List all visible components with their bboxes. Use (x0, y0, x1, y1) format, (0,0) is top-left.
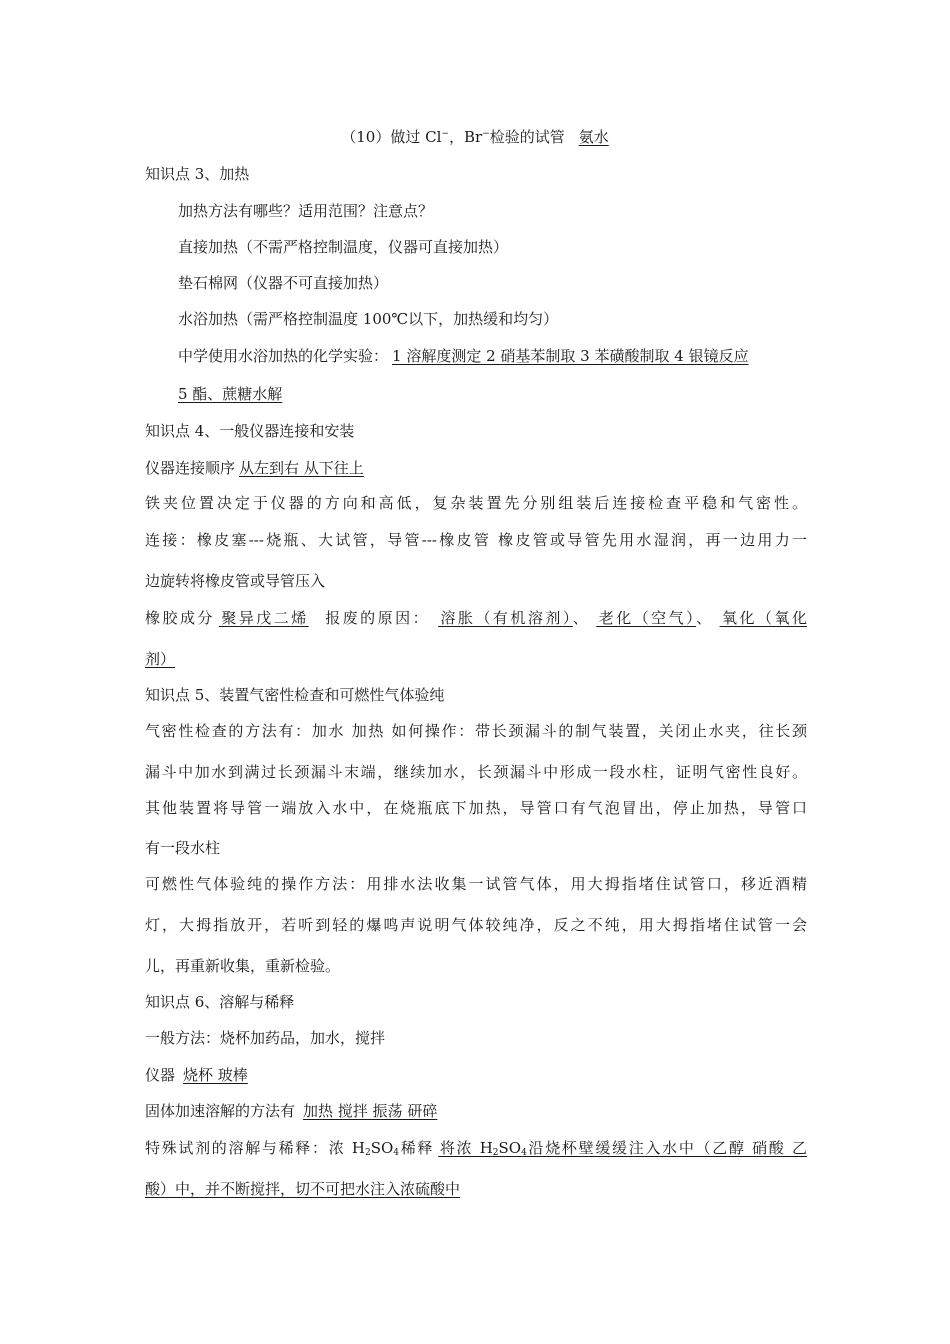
kp5-purity-line-2: 灯，大拇指放开，若听到轻的爆鸣声说明气体较纯净，反之不纯，用大拇指堵住试管一会 (145, 916, 807, 934)
answer-blank: 剂） (145, 650, 176, 668)
kp6-special-line: 特殊试剂的溶解与稀释：浓 $H_2SO_4$稀释 将浓 $H_2SO_4$沿烧杯壁缓缓注入水中（乙醇 硝酸 乙 (145, 1139, 807, 1158)
kp5-airtight-line-4: 有一段水柱 (145, 839, 221, 857)
answer-blank: 老化（空气） (596, 609, 697, 627)
kp6-heading: 知识点 6、溶解与稀释 (145, 993, 295, 1011)
kp5-purity-line-3: 儿，再重新收集，重新检验。 (145, 957, 341, 975)
answer-blank: 5 酯、蔗糖水解 (178, 385, 283, 403)
kp4-connect-line-2: 边旋转将橡皮管或导管压入 (145, 572, 326, 590)
kp5-airtight-line-2: 漏斗中加水到满过长颈漏斗末端，继续加水，长颈漏斗中形成一段水柱，证明气密性良好。 (145, 763, 807, 781)
kp5-airtight-line-3: 其他装置将导管一端放入水中，在烧瓶底下加热，导管口有气泡冒出，停止加热，导管口 (145, 799, 807, 817)
kp3-heading: 知识点 3、加热 (145, 165, 250, 183)
answer-blank: 溶胀（有机溶剂） (438, 609, 573, 627)
kp5-airtight-line-1: 气密性检查的方法有：加水 加热 如何操作：带长颈漏斗的制气装置，关闭止水夹，往长颈 (145, 722, 807, 740)
kp3-experiments-line-2 (178, 383, 296, 405)
line-10-test-tube: （10）做过 Cl−，Br−检验的试管 氨水 (341, 128, 609, 146)
kp6-instrument-line: 仪器 烧杯 玻棒 (145, 1064, 344, 1086)
kp3-experiments-line: 中学使用水浴加热的化学实验： 1 溶解度测定 2 硝基苯制取 3 苯磺酸制取 4 银镜反应 (178, 347, 749, 365)
answer-blank: 酸）中，并不断搅拌，切不可把水注入浓硫酸中 (145, 1180, 461, 1198)
kp4-heading: 知识点 4、一般仪器连接和安装 (145, 422, 355, 440)
kp6-special-line-2 (145, 1178, 620, 1200)
kp4-rubber-line-2 (145, 648, 175, 670)
answer-blank: 聚异戊二烯 (218, 609, 309, 627)
answer-blank: 1 溶解度测定 2 硝基苯制取 3 苯磺酸制取 4 银镜反应 (392, 347, 749, 365)
kp4-connect-line-1: 连接：橡皮塞---烧瓶、大试管，导管---橡皮管 橡皮管或导管先用水湿润，再一边用力一 (145, 531, 807, 549)
kp4-iron-clamp: 铁夹位置决定于仪器的方向和高低，复杂装置先分别组装后连接检查平稳和气密性。 (145, 494, 807, 512)
kp5-heading: 知识点 5、装置气密性检查和可燃性气体验纯 (145, 686, 445, 704)
kp3-direct-heating: 直接加热（不需严格控制温度，仪器可直接加热） (178, 238, 509, 256)
answer-blank: 将浓 $H_2SO_4$沿烧杯壁缓缓注入水中（乙醇 硝酸 乙 (438, 1139, 807, 1158)
kp5-purity-line-1: 可燃性气体验纯的操作方法：用排水法收集一试管气体，用大拇指堵住试管口，移近酒精 (145, 875, 807, 893)
answer-blank: 烧杯 玻棒 (183, 1066, 248, 1084)
answer-blank: 氨水 (578, 128, 609, 146)
kp3-question: 加热方法有哪些？适用范围？注意点？ (178, 202, 434, 220)
kp6-speed-line: 固体加速溶解的方法有 加热 搅拌 振荡 研碎 (145, 1100, 529, 1122)
kp4-rubber-line: 橡胶成分 聚异戊二烯 报废的原因： 溶胀（有机溶剂）、 老化（空气）、 氧化（氧化 (145, 609, 807, 627)
answer-blank: 从左到右 从下往上 (239, 459, 364, 477)
kp6-general-method: 一般方法：烧杯加药品，加水，搅拌 (145, 1029, 386, 1047)
kp4-order-line: 仪器连接顺序 从左到右 从下往上 (145, 457, 396, 479)
kp3-water-bath: 水浴加热（需严格控制温度 100℃以下，加热缓和均匀） (178, 310, 559, 328)
answer-blank: 氧化（氧化 (719, 609, 807, 627)
answer-blank: 加热 搅拌 振荡 研碎 (303, 1102, 438, 1120)
kp3-asbestos-net: 垫石棉网（仪器不可直接加热） (178, 274, 389, 292)
